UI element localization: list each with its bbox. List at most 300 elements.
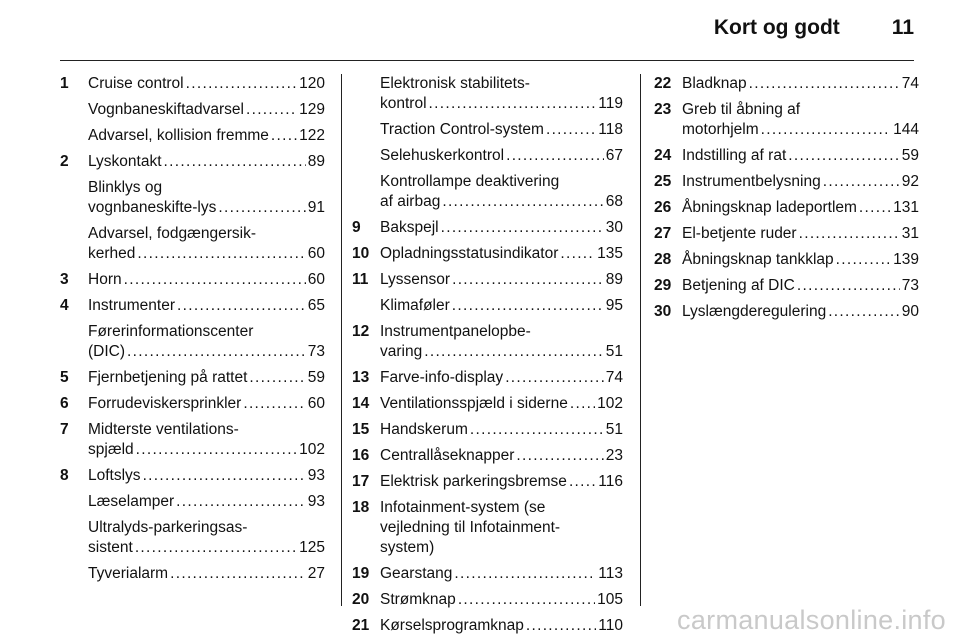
page-reference: 135: [597, 245, 623, 262]
entry-text: Instrumentbelysning: [682, 173, 821, 190]
entry-body: [682, 100, 919, 140]
index-entry: [654, 224, 919, 244]
page-title: Kort og godt: [713, 16, 840, 39]
index-entry: [654, 100, 919, 140]
entry-body: [380, 296, 623, 316]
page-reference: 23: [605, 447, 623, 464]
entry-number: [60, 322, 88, 362]
entry-last-line: [380, 342, 623, 362]
page-reference: 105: [597, 591, 623, 608]
entry-body: [88, 564, 325, 584]
entry-last-line: [380, 270, 623, 290]
page-reference: 68: [605, 193, 623, 210]
entry-number: 30: [654, 303, 672, 320]
entry-last-line: [88, 368, 325, 388]
entry-number: 4: [60, 297, 69, 314]
entry-last-line: [380, 472, 623, 492]
page-reference: 60: [307, 271, 325, 288]
index-entry: [60, 100, 325, 120]
entry-last-line: [682, 74, 919, 94]
entry-number: 7: [60, 421, 69, 438]
entry-number: 18: [352, 499, 370, 516]
leader-dots: [560, 244, 595, 264]
leader-dots: [137, 244, 305, 264]
page-header: [714, 16, 914, 40]
entry-number: 29: [654, 277, 672, 294]
entry-text: Elektrisk parkeringsbremse: [380, 473, 567, 490]
index-entry: [654, 172, 919, 192]
index-entry: [352, 564, 623, 584]
entry-number: 20: [352, 591, 370, 608]
entry-body: [88, 100, 325, 120]
entry-text: Betjening af DIC: [682, 277, 795, 294]
leader-dots: [186, 74, 298, 94]
entry-text: Loftslys: [88, 467, 141, 484]
entry-number: 16: [352, 447, 370, 464]
entry-last-line: [380, 244, 623, 264]
entry-body: [380, 420, 623, 440]
page-reference: 118: [598, 121, 623, 138]
index-entry: [60, 466, 325, 486]
entry-last-line: [88, 538, 325, 558]
entry-last-line: [88, 270, 325, 290]
leader-dots: [836, 250, 891, 270]
entry-text: (DIC): [88, 343, 126, 360]
entry-text: Advarsel, kollision fremme: [88, 127, 269, 144]
leader-dots: [505, 368, 604, 388]
column-divider: [640, 74, 641, 606]
entry-text: Klimaføler: [380, 297, 450, 314]
entry-text-line: Instrumentpanelopbe-: [380, 323, 531, 340]
entry-body: [380, 368, 623, 388]
entry-text-line: Advarsel, fodgængersik-: [88, 225, 256, 242]
entry-number: 25: [654, 173, 672, 190]
page-reference: 89: [307, 153, 325, 170]
entry-last-line: [682, 250, 919, 270]
entry-last-line: [380, 94, 623, 114]
index-entry: [352, 322, 623, 362]
entry-number: [60, 178, 88, 218]
leader-dots: [546, 120, 596, 140]
entry-text: Farve-info-display: [380, 369, 504, 386]
index-entry: [352, 446, 623, 466]
index-entry: [352, 244, 623, 264]
leader-dots: [424, 342, 604, 362]
entry-body: [88, 466, 325, 486]
entry-body: [682, 224, 919, 244]
entry-last-line: [682, 198, 919, 218]
entry-text: Opladningsstatusindikator: [380, 245, 559, 262]
entry-last-line: [682, 120, 919, 140]
entry-text: Lyskontakt: [88, 153, 162, 170]
entry-body: [380, 498, 623, 558]
entry-last-line: [88, 296, 325, 316]
index-entry: [352, 420, 623, 440]
entry-text-line: vejledning til Infotainment-: [380, 519, 561, 536]
entry-text-line: Førerinformationscenter: [88, 323, 254, 340]
entry-body: [682, 250, 919, 270]
entry-last-line: [380, 368, 623, 388]
index-entry: [60, 152, 325, 172]
entry-number: [60, 224, 88, 264]
entry-last-line: [380, 218, 623, 238]
entry-last-line: [88, 394, 325, 414]
leader-dots: [170, 564, 306, 584]
leader-dots: [452, 296, 604, 316]
index-entry: [654, 302, 919, 322]
entry-text-line: Elektronisk stabilitets-: [380, 75, 530, 92]
entry-text: sistent: [88, 539, 133, 556]
entry-text-line: Greb til åbning af: [682, 101, 801, 118]
page-reference: 93: [307, 493, 325, 510]
entry-last-line: [88, 564, 325, 584]
entry-number: 12: [352, 323, 370, 340]
entry-text: Åbningsknap ladeportlem: [682, 199, 857, 216]
entry-text: kerhed: [88, 245, 136, 262]
leader-dots: [429, 94, 597, 114]
entry-number: [352, 296, 380, 316]
entry-text: spjæld: [88, 441, 134, 458]
entry-body: [88, 152, 325, 172]
entry-body: [380, 394, 623, 414]
page-reference: 89: [605, 271, 623, 288]
entry-body: [380, 616, 623, 636]
entry-last-line: [682, 224, 919, 244]
leader-dots: [823, 172, 900, 192]
leader-dots: [164, 152, 306, 172]
page-reference: 27: [307, 565, 325, 582]
index-entry: [60, 224, 325, 264]
page-reference: 31: [901, 225, 919, 242]
page-reference: 131: [893, 199, 919, 216]
entry-number: 1: [60, 75, 69, 92]
index-column-3: [654, 74, 919, 328]
leader-dots: [136, 440, 297, 460]
entry-body: [88, 322, 325, 362]
page-number: 11: [891, 16, 914, 39]
leader-dots: [271, 126, 297, 146]
index-entry: [60, 564, 325, 584]
entry-number: 17: [352, 473, 370, 490]
index-entry: [352, 472, 623, 492]
page-reference: 122: [299, 127, 325, 144]
entry-body: [88, 420, 325, 460]
entry-body: [380, 322, 623, 362]
entry-last-line: [682, 302, 919, 322]
entry-body: [88, 368, 325, 388]
entry-text: Læselamper: [88, 493, 175, 510]
entry-number: [60, 126, 88, 146]
index-entry: [352, 74, 623, 114]
entry-last-line: [380, 564, 623, 584]
entry-number: 3: [60, 271, 69, 288]
entry-body: [88, 296, 325, 316]
entry-body: [380, 270, 623, 290]
entry-number: [60, 518, 88, 558]
entry-number: [60, 564, 88, 584]
index-entry: [352, 498, 623, 558]
entry-text: Cruise control: [88, 75, 184, 92]
page-reference: 59: [901, 147, 919, 164]
index-entry: [352, 270, 623, 290]
entry-last-line: [380, 446, 623, 466]
page-reference: 139: [893, 251, 919, 268]
entry-last-line: [380, 120, 623, 140]
entry-number: [352, 74, 380, 114]
index-entry: [60, 74, 325, 94]
entry-number: 27: [654, 225, 672, 242]
index-entry: [352, 146, 623, 166]
leader-dots: [124, 270, 306, 290]
entry-body: [682, 172, 919, 192]
entry-number: 5: [60, 369, 69, 386]
page-reference: 30: [605, 219, 623, 236]
entry-number: 26: [654, 199, 672, 216]
entry-text: Forrudeviskersprinkler: [88, 395, 242, 412]
entry-number: [60, 492, 88, 512]
leader-dots: [470, 420, 604, 440]
index-entry: [352, 616, 623, 636]
entry-number: 9: [352, 219, 361, 236]
leader-dots: [143, 466, 306, 486]
entry-text: El-betjente ruder: [682, 225, 797, 242]
index-column-1: [60, 74, 325, 590]
entry-text: Ventilationsspjæld i siderne: [380, 395, 568, 412]
entry-number: 8: [60, 467, 69, 484]
entry-last-line: [682, 146, 919, 166]
leader-dots: [452, 270, 604, 290]
entry-body: [88, 126, 325, 146]
leader-dots: [458, 590, 595, 610]
entry-last-line: [380, 192, 623, 212]
entry-text: Handskerum: [380, 421, 468, 438]
page-reference: 92: [901, 173, 919, 190]
leader-dots: [516, 446, 603, 466]
page-reference: 102: [597, 395, 623, 412]
entry-last-line: [380, 296, 623, 316]
entry-body: [88, 224, 325, 264]
index-entry: [60, 322, 325, 362]
entry-last-line: [682, 172, 919, 192]
leader-dots: [859, 198, 891, 218]
page-reference: 120: [299, 75, 325, 92]
leader-dots: [135, 538, 297, 558]
entry-text: Bakspejl: [380, 219, 439, 236]
index-column-2: [352, 74, 623, 642]
entry-text: Traction Control-system: [380, 121, 544, 138]
entry-text: Selehuskerkontrol: [380, 147, 505, 164]
entry-text-line: Blinklys og: [88, 179, 163, 196]
entry-text: motorhjelm: [682, 121, 759, 138]
entry-number: 6: [60, 395, 69, 412]
index-entry: [654, 250, 919, 270]
leader-dots: [127, 342, 306, 362]
page-reference: 60: [307, 245, 325, 262]
entry-number: 14: [352, 395, 370, 412]
entry-body: [380, 120, 623, 140]
page-reference: 95: [605, 297, 623, 314]
entry-body: [88, 492, 325, 512]
entry-body: [380, 590, 623, 610]
entry-text: Horn: [88, 271, 122, 288]
entry-number: [60, 100, 88, 120]
entry-number: 15: [352, 421, 370, 438]
index-entry: [60, 420, 325, 460]
entry-number: 24: [654, 147, 672, 164]
page-reference: 51: [605, 421, 623, 438]
page-reference: 129: [299, 101, 325, 118]
leader-dots: [828, 302, 900, 322]
entry-body: [88, 270, 325, 290]
entry-number: 11: [352, 271, 369, 288]
page-reference: 51: [605, 343, 623, 360]
entry-last-line: [88, 100, 325, 120]
leader-dots: [441, 218, 604, 238]
index-entry: [60, 126, 325, 146]
index-entry: [352, 394, 623, 414]
index-entry: [654, 198, 919, 218]
index-entry: [60, 178, 325, 218]
entry-number: 13: [352, 369, 370, 386]
entry-last-line: [682, 276, 919, 296]
entry-last-line: [88, 492, 325, 512]
entry-number: [352, 146, 380, 166]
page-reference: 93: [307, 467, 325, 484]
entry-text: Indstilling af rat: [682, 147, 787, 164]
page-reference: 90: [901, 303, 919, 320]
entry-text: Tyverialarm: [88, 565, 169, 582]
entry-text: Lyslængderegulering: [682, 303, 827, 320]
leader-dots: [246, 100, 297, 120]
page-reference: 116: [598, 473, 623, 490]
entry-number: 2: [60, 153, 69, 170]
index-entry: [352, 218, 623, 238]
entry-last-line: [380, 538, 623, 558]
index-entry: [352, 172, 623, 212]
leader-dots: [243, 394, 305, 414]
entry-text-line: Ultralyds-parkeringsas-: [88, 519, 248, 536]
entry-text: varing: [380, 343, 423, 360]
entry-number: 21: [352, 617, 370, 634]
page-reference: 110: [598, 617, 623, 634]
entry-body: [682, 146, 919, 166]
entry-last-line: [380, 394, 623, 414]
index-entry: [60, 368, 325, 388]
entry-number: 19: [352, 565, 370, 582]
entry-body: [380, 472, 623, 492]
entry-text: system): [380, 539, 435, 556]
entry-text: Kørselsprogramknap: [380, 617, 524, 634]
entry-body: [88, 178, 325, 218]
page-reference: 74: [605, 369, 623, 386]
entry-body: [682, 302, 919, 322]
leader-dots: [569, 472, 596, 492]
entry-last-line: [380, 146, 623, 166]
entry-body: [380, 172, 623, 212]
entry-text-line: Kontrollampe deaktivering: [380, 173, 560, 190]
leader-dots: [218, 198, 305, 218]
index-entry: [654, 146, 919, 166]
entry-last-line: [88, 466, 325, 486]
entry-text: Bladknap: [682, 75, 747, 92]
leader-dots: [797, 276, 900, 296]
page-reference: 91: [307, 199, 325, 216]
entry-number: 22: [654, 75, 672, 92]
page-reference: 60: [307, 395, 325, 412]
entry-number: 23: [654, 101, 672, 118]
entry-text: af airbag: [380, 193, 441, 210]
entry-last-line: [88, 440, 325, 460]
entry-text: Strømknap: [380, 591, 456, 608]
page-reference: 125: [299, 539, 325, 556]
leader-dots: [788, 146, 900, 166]
entry-last-line: [88, 152, 325, 172]
entry-last-line: [88, 198, 325, 218]
page-reference: 73: [901, 277, 919, 294]
entry-last-line: [88, 342, 325, 362]
entry-body: [682, 276, 919, 296]
entry-text: Centrallåseknapper: [380, 447, 515, 464]
index-entry: [654, 276, 919, 296]
leader-dots: [570, 394, 595, 414]
page-reference: 59: [307, 369, 325, 386]
entry-last-line: [380, 420, 623, 440]
entry-body: [88, 394, 325, 414]
index-entry: [60, 518, 325, 558]
entry-body: [88, 74, 325, 94]
entry-text-line: Midterste ventilations-: [88, 421, 239, 438]
leader-dots: [249, 368, 305, 388]
entry-body: [380, 244, 623, 264]
entry-text: vognbaneskifte-lys: [88, 199, 217, 216]
entry-body: [380, 146, 623, 166]
leader-dots: [442, 192, 603, 212]
entry-body: [380, 446, 623, 466]
leader-dots: [176, 492, 306, 512]
leader-dots: [454, 564, 596, 584]
index-entry: [352, 590, 623, 610]
entry-last-line: [380, 590, 623, 610]
entry-number: 28: [654, 251, 672, 268]
index-entry: [60, 492, 325, 512]
leader-dots: [749, 74, 900, 94]
watermark: carmanualsonline.info: [677, 605, 946, 635]
entry-text-line: Infotainment-system (se: [380, 499, 546, 516]
entry-body: [88, 518, 325, 558]
column-divider: [341, 74, 342, 606]
entry-body: [380, 564, 623, 584]
page-reference: 74: [901, 75, 919, 92]
entry-body: [380, 74, 623, 114]
entry-last-line: [380, 616, 623, 636]
entry-text: Vognbaneskiftadvarsel: [88, 101, 244, 118]
page-reference: 102: [299, 441, 325, 458]
page-reference: 113: [598, 565, 623, 582]
index-entry: [352, 120, 623, 140]
page-reference: 65: [307, 297, 325, 314]
index-entry: [60, 394, 325, 414]
entry-last-line: [88, 74, 325, 94]
entry-text: Gearstang: [380, 565, 453, 582]
index-entry: [352, 296, 623, 316]
entry-body: [380, 218, 623, 238]
entry-body: [682, 74, 919, 94]
entry-text: Lyssensor: [380, 271, 451, 288]
entry-number: 10: [352, 245, 370, 262]
entry-text: Fjernbetjening på rattet: [88, 369, 248, 386]
entry-last-line: [88, 126, 325, 146]
index-entry: [654, 74, 919, 94]
